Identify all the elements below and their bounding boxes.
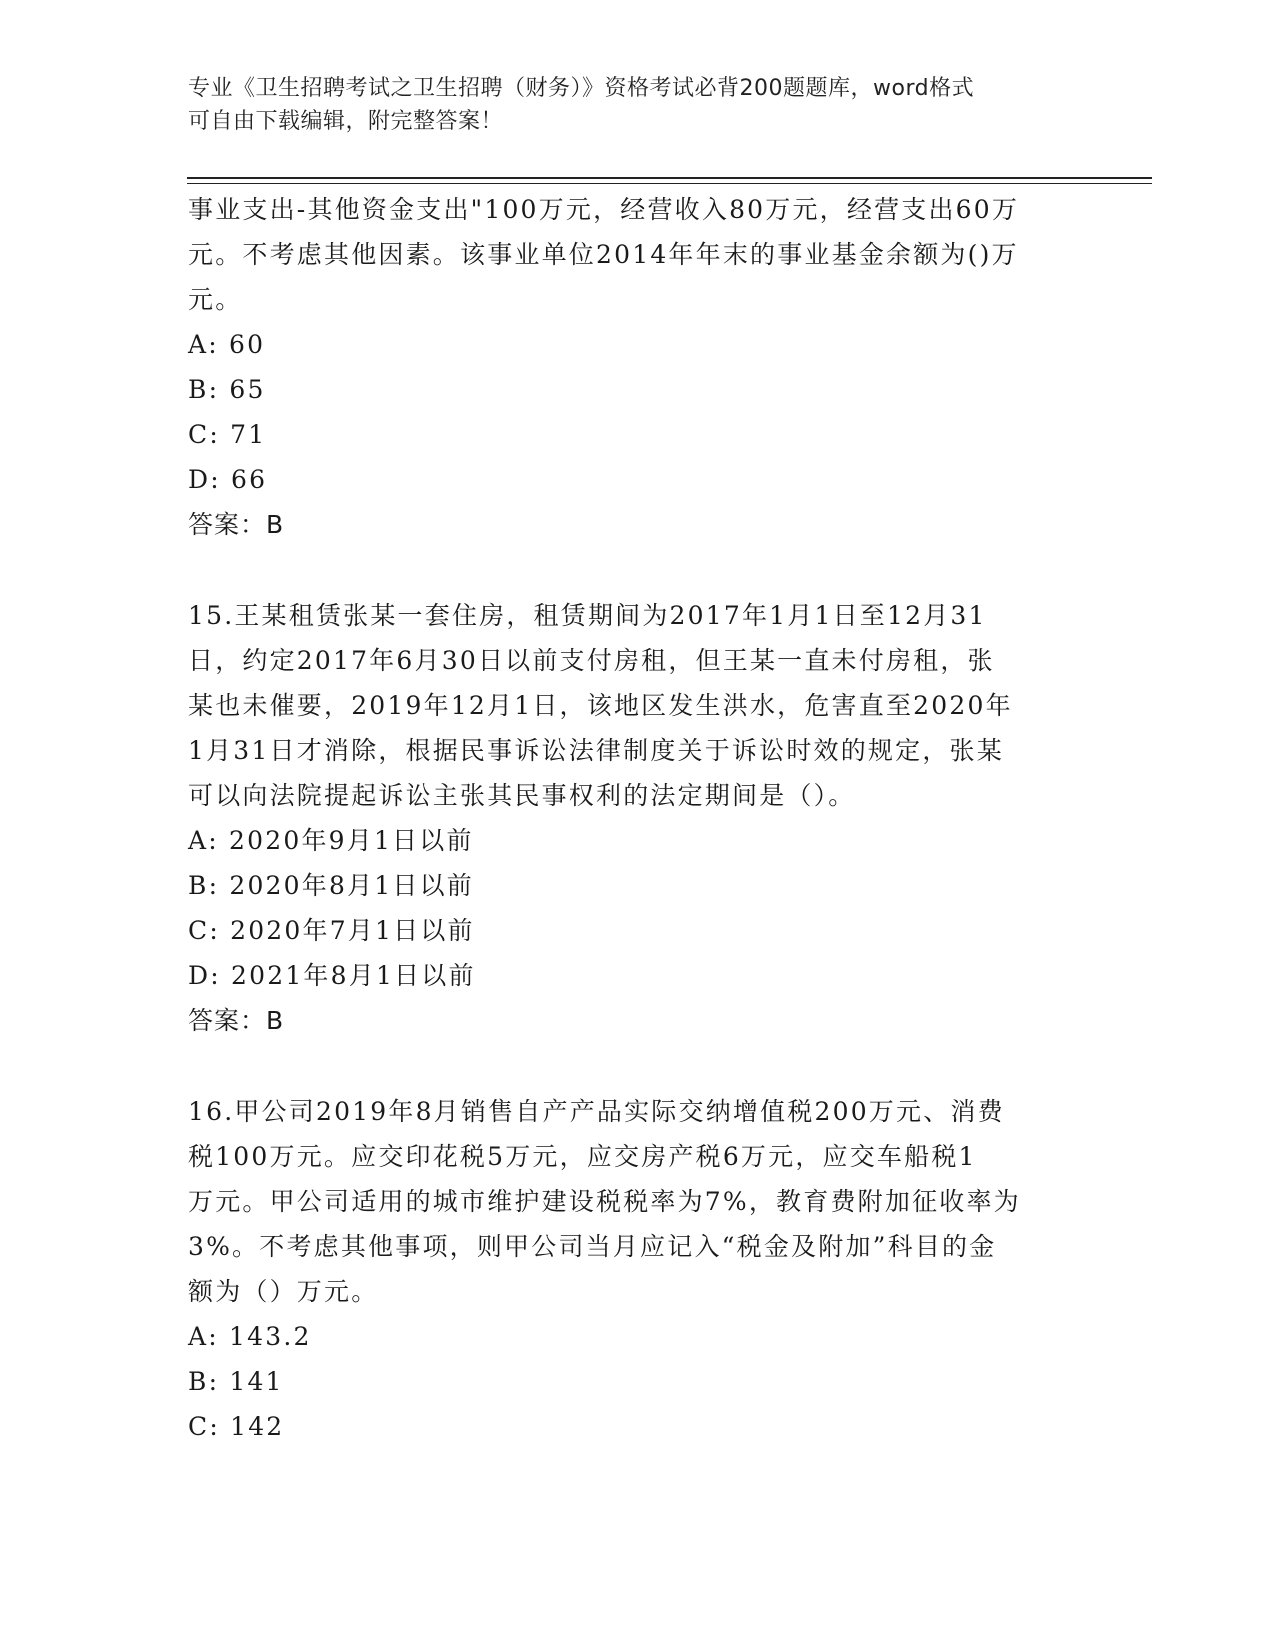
option-a: A: 143.2 [188, 1322, 312, 1351]
question-stem-line: 3%。不考虑其他事项，则甲公司当月应记入“税金及附加”科目的金 [188, 1232, 997, 1261]
question-block [188, 1089, 1088, 1449]
answer-line: 答案：B [188, 1006, 285, 1035]
question-stem-line: 税100万元。应交印花税5万元，应交房产税6万元，应交车船税1 [188, 1142, 977, 1171]
option-b: B: 141 [188, 1367, 284, 1396]
question-stem-line: 万元。甲公司适用的城市维护建设税税率为7%，教育费附加征收率为 [188, 1187, 1021, 1216]
option-c: C: 71 [188, 420, 267, 449]
option-a: A: 2020年9月1日以前 [188, 826, 474, 855]
option-a: A: 60 [188, 330, 266, 359]
question-stem-line: 元。 [188, 285, 243, 314]
header-line-1: 专业《卫生招聘考试之卫生招聘（财务）》资格考试必背200题题库，word格式 [188, 76, 975, 101]
question-stem-line: 16.甲公司2019年8月销售自产产品实际交纳增值税200万元、消费 [188, 1097, 1005, 1126]
question-stem-line: 可以向法院提起诉讼主张其民事权利的法定期间是（）。 [188, 781, 856, 810]
question-stem-line: 额为（）万元。 [188, 1277, 379, 1306]
spacer [188, 547, 1088, 593]
question-list [188, 187, 1088, 1449]
question-stem-line: 事业支出-其他资金支出"100万元，经营收入80万元，经营支出60万 [188, 195, 1020, 224]
question-stem-line: 某也未催要，2019年12月1日，该地区发生洪水，危害直至2020年 [188, 691, 1013, 720]
option-c: C: 2020年7月1日以前 [188, 916, 475, 945]
option-c: C: 142 [188, 1412, 285, 1441]
question-block [188, 187, 1088, 547]
option-d: D: 66 [188, 465, 268, 494]
option-b: B: 65 [188, 375, 266, 404]
option-d: D: 2021年8月1日以前 [188, 961, 476, 990]
answer-line: 答案：B [188, 510, 285, 539]
spacer [188, 1043, 1088, 1089]
question-stem-line: 15.王某租赁张某一套住房，租赁期间为2017年1月1日至12月31 [188, 601, 987, 630]
question-block [188, 593, 1088, 1043]
question-stem-line: 1月31日才消除，根据民事诉讼法律制度关于诉讼时效的规定，张某 [188, 736, 1004, 765]
page-header [188, 72, 1068, 138]
question-stem-line: 元。不考虑其他因素。该事业单位2014年年末的事业基金余额为()万 [188, 240, 1019, 269]
header-line-2: 可自由下载编辑，附完整答案！ [188, 109, 504, 134]
header-rule-thin [187, 183, 1152, 184]
option-b: B: 2020年8月1日以前 [188, 871, 474, 900]
question-stem-line: 日，约定2017年6月30日以前支付房租，但王某一直未付房租，张 [188, 646, 995, 675]
header-rule-thick [187, 177, 1152, 179]
